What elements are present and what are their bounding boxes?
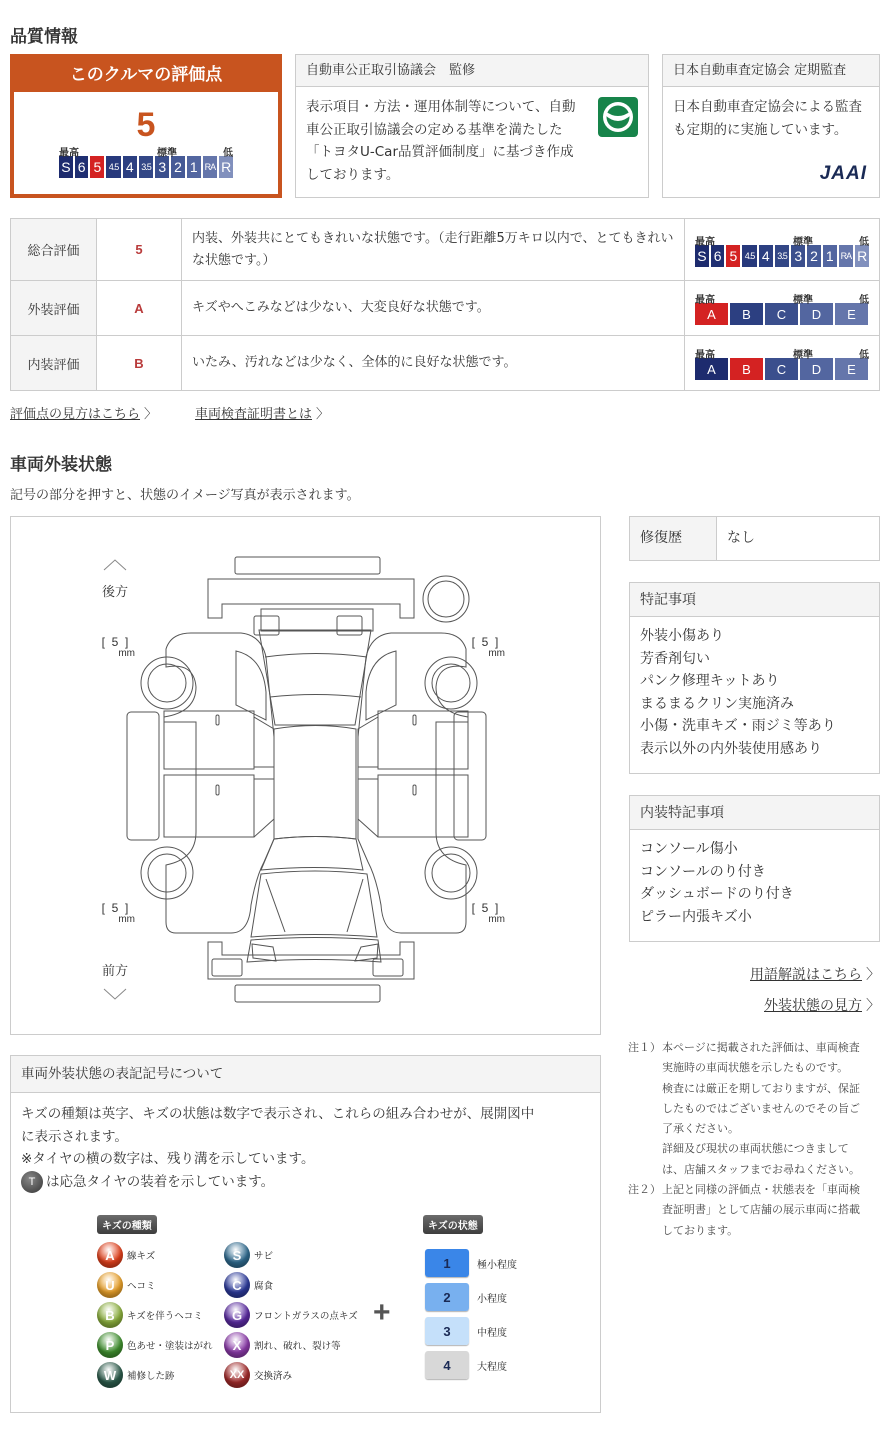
damage-type-label: 腐食 — [254, 1281, 274, 1292]
damage-type-badge: W — [97, 1362, 123, 1388]
scale-cell: C — [765, 358, 798, 380]
list-item: ピラー内張キズ小 — [640, 908, 752, 925]
scale-cells — [695, 303, 869, 325]
scale-label-high: 最高 — [59, 148, 79, 159]
row-label: 外装評価 — [11, 281, 97, 336]
damage-type-badge: A — [97, 1242, 123, 1268]
scale-cell: D — [800, 358, 833, 380]
damage-degree-badge: 3 — [425, 1317, 469, 1345]
legend-header: 車両外装状態の表記記号について — [11, 1056, 600, 1093]
damage-type-badge: X — [224, 1332, 250, 1358]
scale-labels — [695, 233, 869, 248]
footnote-line: 本ページに掲載された評価は、車両検査 — [662, 1041, 860, 1054]
damage-type-item — [97, 1272, 156, 1298]
damage-degree-item — [425, 1351, 507, 1379]
scale-label-low: 低 — [859, 236, 869, 248]
legend-line: に表示されます。 — [21, 1128, 128, 1145]
legend-line: ※タイヤの横の数字は、残り溝を示しています。 — [21, 1151, 315, 1167]
damage-type-item — [224, 1302, 358, 1328]
jaai-logo: JAAI — [819, 163, 867, 184]
notes-panel — [629, 582, 880, 774]
plus-icon: + — [373, 1296, 391, 1329]
exterior-subtitle: 記号の部分を押すと、状態のイメージ写真が表示されます。 — [10, 488, 360, 503]
scale-cell: E — [835, 358, 868, 380]
legend-panel — [10, 1055, 601, 1413]
footnote-body — [662, 1038, 860, 1180]
spare-tire-text: は応急タイヤの装着を示しています。 — [46, 1173, 275, 1190]
row-value: A — [97, 281, 182, 336]
footnote-body — [662, 1180, 860, 1241]
row-value: B — [97, 336, 182, 391]
chevron-up-icon — [104, 560, 126, 570]
tire-tread-front-left: [ 5 ] mm — [101, 901, 135, 925]
scale-cell: 3 — [791, 245, 805, 267]
list-item: まるまるクリン実施済み — [640, 695, 794, 712]
scale-label-standard: 標準 — [793, 236, 813, 248]
inspection-cert-link[interactable] — [195, 403, 329, 422]
footnote-line: 詳細及び現状の車両状態につきまして — [662, 1142, 849, 1156]
rating-table — [10, 218, 880, 391]
scale-cell: 5 — [726, 245, 740, 267]
footnote-mark: 注２） — [628, 1183, 661, 1197]
damage-type-badge: U — [97, 1272, 123, 1298]
interior-grade-scale — [695, 346, 869, 380]
scale-cells — [59, 156, 233, 178]
damage-degree-label: 中程度 — [477, 1327, 507, 1339]
notes-header: 特記事項 — [630, 583, 879, 617]
supervision-panel — [295, 54, 649, 198]
scale-cell: A — [695, 303, 728, 325]
damage-degree-badge: 1 — [425, 1249, 469, 1277]
damage-degree-label: 小程度 — [477, 1293, 507, 1305]
scale-cell: 2 — [807, 245, 821, 267]
scale-label-standard: 標準 — [157, 148, 177, 159]
row-label: 内装評価 — [11, 336, 97, 391]
scale-label-standard: 標準 — [793, 295, 813, 306]
damage-degree-item — [425, 1283, 507, 1311]
scale-cell: C — [765, 303, 798, 325]
spare-tire-note — [21, 1171, 590, 1194]
list-item: コンソール傷小 — [640, 841, 738, 857]
row-value: 5 — [97, 219, 182, 281]
footnote-line: したものではございませんのでその旨ご — [662, 1101, 860, 1115]
scale-labels — [695, 346, 869, 361]
supervision-body: 表示項目・方法・運用体制等について、自動車公正取引協議会の定める基準を満たした「トヨタU-Car品質評価制度」に基づき作成しております。 — [306, 99, 576, 183]
list-item: 外装小傷あり — [640, 628, 724, 644]
scale-cell: 1 — [823, 245, 837, 267]
list-item: 小傷・洗車キズ・雨ジミ等あり — [640, 718, 836, 734]
quality-title: 品質情報 — [10, 27, 78, 47]
damage-type-item — [224, 1242, 273, 1268]
scale-cell: 4.5 — [742, 245, 757, 267]
audit-body: 日本自動車査定協会による監査も定期的に実施しています。 — [673, 99, 862, 138]
scale-cell: 5 — [90, 156, 104, 178]
chevron-down-icon — [104, 989, 126, 999]
link-label: 外装状態の見方 — [764, 998, 862, 1014]
list-item: パンク修理キットあり — [640, 673, 780, 689]
spare-tire-icon: T — [21, 1171, 43, 1193]
scale-cell: B — [730, 358, 763, 380]
car-diagram — [10, 516, 601, 1035]
rear-label: 後方 — [102, 585, 129, 600]
scale-cell: E — [835, 303, 868, 325]
scale-cell: RA — [839, 245, 854, 267]
damage-type-item — [224, 1332, 341, 1358]
damage-type-tag: キズの種類 — [97, 1215, 157, 1234]
car-outline[interactable] — [11, 517, 602, 1036]
damage-type-label: 交換済み — [254, 1371, 293, 1382]
scale-label-low: 低 — [223, 148, 233, 159]
footnote-line: 了承ください。 — [662, 1122, 739, 1136]
damage-type-label: キズを伴うヘコミ — [127, 1311, 203, 1322]
scale-cell: 3.5 — [775, 245, 790, 267]
tire-tread-rear-left: [ 5 ] mm — [101, 635, 135, 659]
damage-type-label: 割れ、破れ、裂け等 — [254, 1341, 341, 1352]
footnote-line: 検査には厳正を期しておりますが、保証 — [662, 1081, 860, 1095]
footnote-line: 実施時の車両状態を示したものです。 — [662, 1061, 849, 1075]
row-desc: 内装、外装共にとてもきれいな状態です。（走行距離5万キロ以内で、とてもきれいな状態です。） — [182, 219, 685, 281]
damage-type-label: サビ — [254, 1251, 274, 1262]
handshake-logo-icon — [598, 97, 638, 137]
damage-type-label: フロントガラスの点キズ — [254, 1311, 358, 1322]
tire-tread-rear-right: [ 5 ] mm — [471, 635, 505, 659]
footnote — [628, 1038, 883, 1180]
scale-labels — [695, 291, 869, 306]
scale-label-low: 低 — [859, 350, 869, 361]
damage-degree-label: 極小程度 — [477, 1259, 517, 1271]
scale-label-high: 最高 — [695, 295, 715, 306]
front-label: 前方 — [102, 964, 129, 979]
scale-cell: 2 — [171, 156, 185, 178]
audit-header: 日本自動車査定協会 定期監査 — [663, 55, 879, 87]
scale-cell: 4 — [759, 245, 773, 267]
supervision-header: 自動車公正取引協議会 監修 — [296, 55, 648, 87]
footnote-line: 査証明書」として店舗の展示車両に搭載 — [662, 1203, 860, 1217]
interior-notes-panel — [629, 795, 880, 942]
legend-line: キズの種類は英字、キズの状態は数字で表示され、これらの組み合わせが、展開図中 — [21, 1106, 535, 1122]
scale-cell: 6 — [711, 245, 725, 267]
row-desc: いたみ、汚れなどは少なく、全体的に良好な状態です。 — [182, 336, 685, 391]
scale-label-high: 最高 — [695, 236, 715, 248]
scale-cell: 3 — [155, 156, 169, 178]
footnotes — [628, 1038, 883, 1241]
footnote-mark: 注１） — [628, 1041, 661, 1054]
overall-score: 5 — [136, 106, 156, 144]
damage-type-label: ヘコミ — [127, 1281, 156, 1292]
list-item: コンソールのり付き — [640, 863, 766, 880]
list-item: 芳香剤匂い — [640, 650, 710, 667]
damage-type-label: 補修した跡 — [127, 1371, 175, 1382]
exterior-title: 車両外装状態 — [10, 455, 112, 475]
repair-history-label: 修復歴 — [630, 517, 717, 560]
damage-degree-tag: キズの状態 — [423, 1215, 483, 1234]
row-label: 総合評価 — [11, 219, 97, 281]
score-guide-link[interactable] — [10, 403, 157, 422]
scale-cell: 4 — [123, 156, 137, 178]
chevron-right-icon: 〉 — [866, 998, 880, 1014]
repair-history-value: なし — [727, 530, 755, 546]
scale-cell: B — [730, 303, 763, 325]
chevron-right-icon: 〉 — [316, 407, 330, 422]
list-item: ダッシュボードのり付き — [640, 886, 794, 902]
legend-text — [11, 1093, 600, 1193]
damage-degree-badge: 2 — [425, 1283, 469, 1311]
scale-label-high: 最高 — [695, 350, 715, 361]
damage-type-badge: C — [224, 1272, 250, 1298]
score-box — [10, 54, 282, 198]
scale-labels — [59, 144, 233, 159]
chevron-right-icon: 〉 — [866, 967, 880, 983]
damage-type-label: 色あせ・塗装はがれ — [127, 1341, 213, 1352]
scale-cell: A — [695, 358, 728, 380]
footnote — [628, 1180, 883, 1241]
damage-type-item — [97, 1332, 213, 1358]
scale-label-standard: 標準 — [793, 350, 813, 361]
scale-label-low: 低 — [859, 295, 869, 306]
scale-cell: 3.5 — [139, 156, 154, 178]
list-item: 表示以外の内外装使用感あり — [640, 740, 822, 757]
scale-cell: 1 — [187, 156, 201, 178]
repair-history — [629, 516, 880, 561]
scale-cell: S — [59, 156, 73, 178]
damage-type-item — [97, 1302, 203, 1328]
scale-cell: RA — [203, 156, 218, 178]
footnote-line: しております。 — [662, 1223, 739, 1237]
damage-type-badge: B — [97, 1302, 123, 1328]
scale-cell: S — [695, 245, 709, 267]
scale-cells — [695, 245, 869, 267]
damage-degree-badge: 4 — [425, 1351, 469, 1379]
damage-type-item — [97, 1242, 155, 1268]
chevron-right-icon: 〉 — [144, 407, 158, 422]
table-row — [11, 219, 880, 281]
damage-type-label: 線キズ — [127, 1251, 156, 1262]
damage-degree-item — [425, 1317, 507, 1345]
notes-list — [630, 617, 879, 768]
table-row — [11, 336, 880, 391]
footnote-line: は、店舗スタッフまでお尋ねください。 — [662, 1162, 860, 1176]
link-label: 評価点の見方はこちら — [10, 407, 141, 422]
damage-type-item — [224, 1272, 273, 1298]
scale-cell: 4.5 — [106, 156, 121, 178]
row-desc: キズやへこみなどは少ない、大変良好な状態です。 — [182, 281, 685, 336]
scale-cell: D — [800, 303, 833, 325]
glossary-link[interactable] — [750, 964, 880, 984]
tire-tread-front-right: [ 5 ] mm — [471, 901, 505, 925]
audit-panel — [662, 54, 880, 198]
damage-type-badge: S — [224, 1242, 250, 1268]
overall-scale — [695, 233, 869, 267]
score-box-header: このクルマの評価点 — [14, 58, 278, 92]
interior-notes-list — [630, 830, 879, 936]
damage-type-item — [97, 1362, 175, 1388]
damage-type-badge: G — [224, 1302, 250, 1328]
damage-degree-label: 大程度 — [477, 1361, 507, 1373]
exterior-guide-link[interactable] — [764, 995, 880, 1015]
link-label: 用語解説はこちら — [750, 967, 862, 983]
scale-cell: R — [219, 156, 233, 178]
scale-cells — [695, 358, 869, 380]
scale-cell: R — [855, 245, 869, 267]
damage-degree-item — [425, 1249, 517, 1277]
overall-scale — [59, 144, 233, 178]
damage-type-badge: P — [97, 1332, 123, 1358]
table-row — [11, 281, 880, 336]
exterior-grade-scale — [695, 291, 869, 325]
footnote-line: 上記と同様の評価点・状態表を「車両検 — [662, 1183, 860, 1197]
damage-type-item — [224, 1362, 292, 1388]
damage-type-badge: XX — [224, 1362, 250, 1388]
link-label: 車両検査証明書とは — [195, 407, 313, 422]
scale-cell: 6 — [75, 156, 89, 178]
interior-notes-header: 内装特記事項 — [630, 796, 879, 830]
